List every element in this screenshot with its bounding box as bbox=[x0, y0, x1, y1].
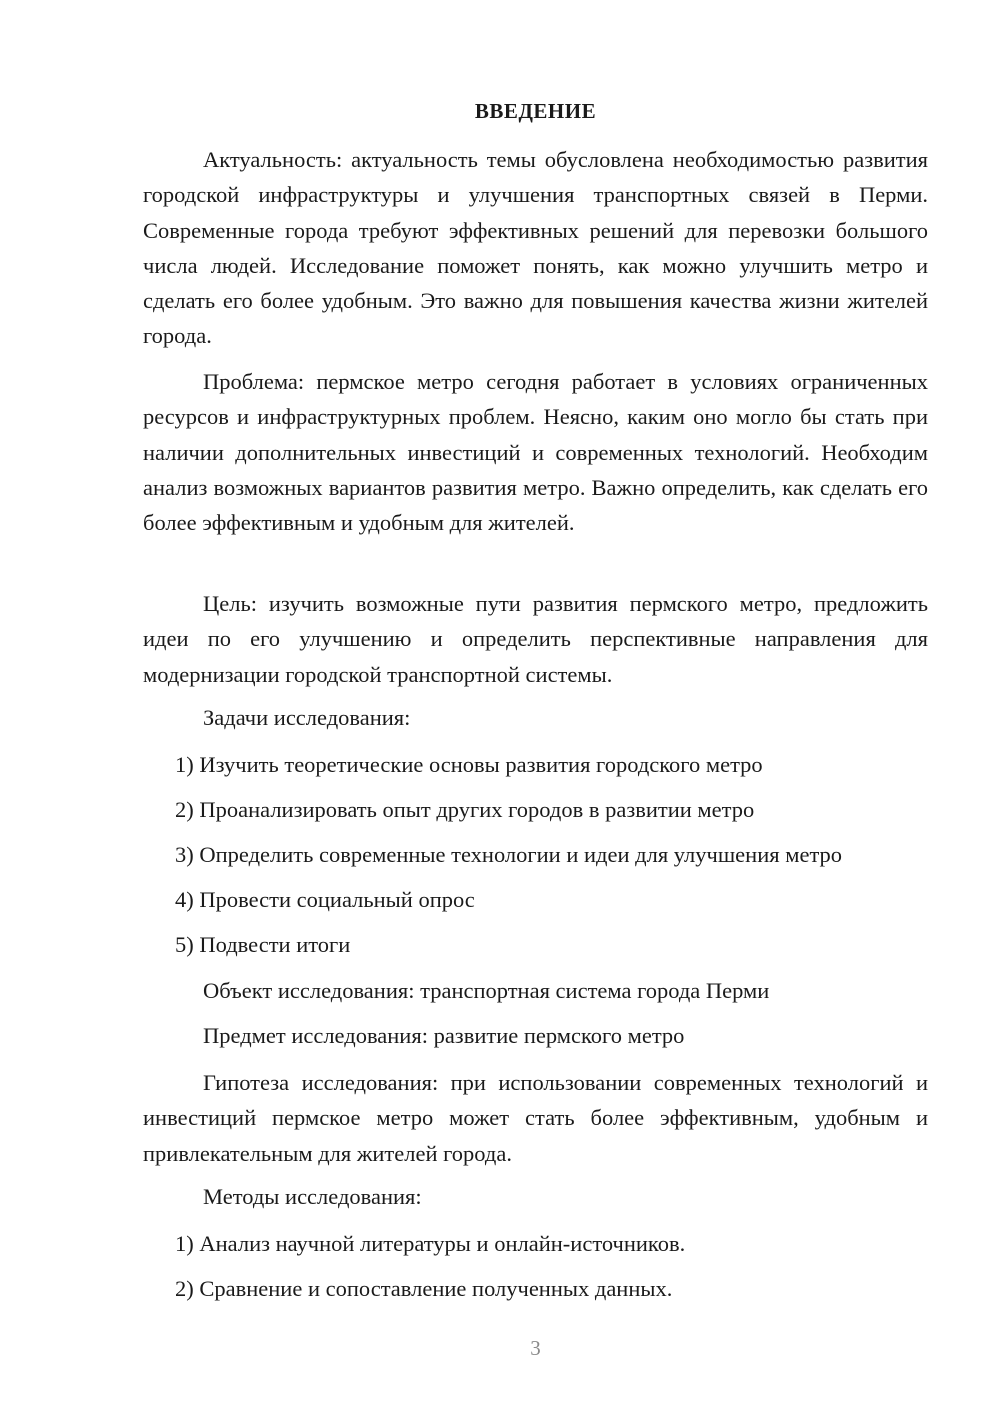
document-page bbox=[143, 0, 928, 1414]
task-item: 2) Проанализировать опыт других городов в развитии метро bbox=[175, 797, 755, 822]
subject-line: Предмет исследования: развитие пермского метро bbox=[203, 1023, 685, 1048]
section-heading: ВВЕДЕНИЕ bbox=[474, 99, 597, 123]
method-item: 2) Сравнение и сопоставление полученных данных. bbox=[175, 1276, 673, 1301]
method-item: 1) Анализ научной литературы и онлайн-источников. bbox=[175, 1231, 686, 1256]
hypothesis-paragraph: Гипотеза исследования: при использовании современных технологий и инвестиций пермское метро может стать более эффективным, удобным и привлекательным для жителей города. bbox=[143, 1070, 928, 1166]
task-item: 3) Определить современные технологии и идеи для улучшения метро bbox=[175, 842, 843, 867]
goal-paragraph: Цель: изучить возможные пути развития пермского метро, предложить идеи по его улучшению и определить перспективные направления для модернизации городской транспортной системы. bbox=[143, 591, 928, 687]
page-number: 3 bbox=[530, 1336, 541, 1360]
object-line: Объект исследования: транспортная система города Перми bbox=[203, 978, 770, 1003]
methods-title: Методы исследования: bbox=[203, 1184, 422, 1209]
task-item: 4) Провести социальный опрос bbox=[175, 887, 475, 912]
task-item: 1) Изучить теоретические основы развития городского метро bbox=[175, 752, 763, 777]
relevance-paragraph: Актуальность: актуальность темы обусловлена необходимостью развития городской инфраструктуры и улучшения транспортных связей в Перми. Современные города требуют эффективных решений для перевозки большого числа людей. Исследование поможет понять, как можно улучшить метро и сделать его более удобным. Это важно для повышения качества жизни жителей города. bbox=[143, 147, 928, 349]
task-item: 5) Подвести итоги bbox=[175, 932, 351, 957]
tasks-title: Задачи исследования: bbox=[203, 705, 411, 730]
problem-paragraph: Проблема: пермское метро сегодня работает в условиях ограниченных ресурсов и инфраструктурных проблем. Неясно, каким оно могло бы стать при наличии дополнительных инвестиций и современных технологий. Необходим анализ возможных вариантов развития метро. Важно определить, как сделать его более эффективным и удобным для жителей. bbox=[143, 369, 928, 536]
